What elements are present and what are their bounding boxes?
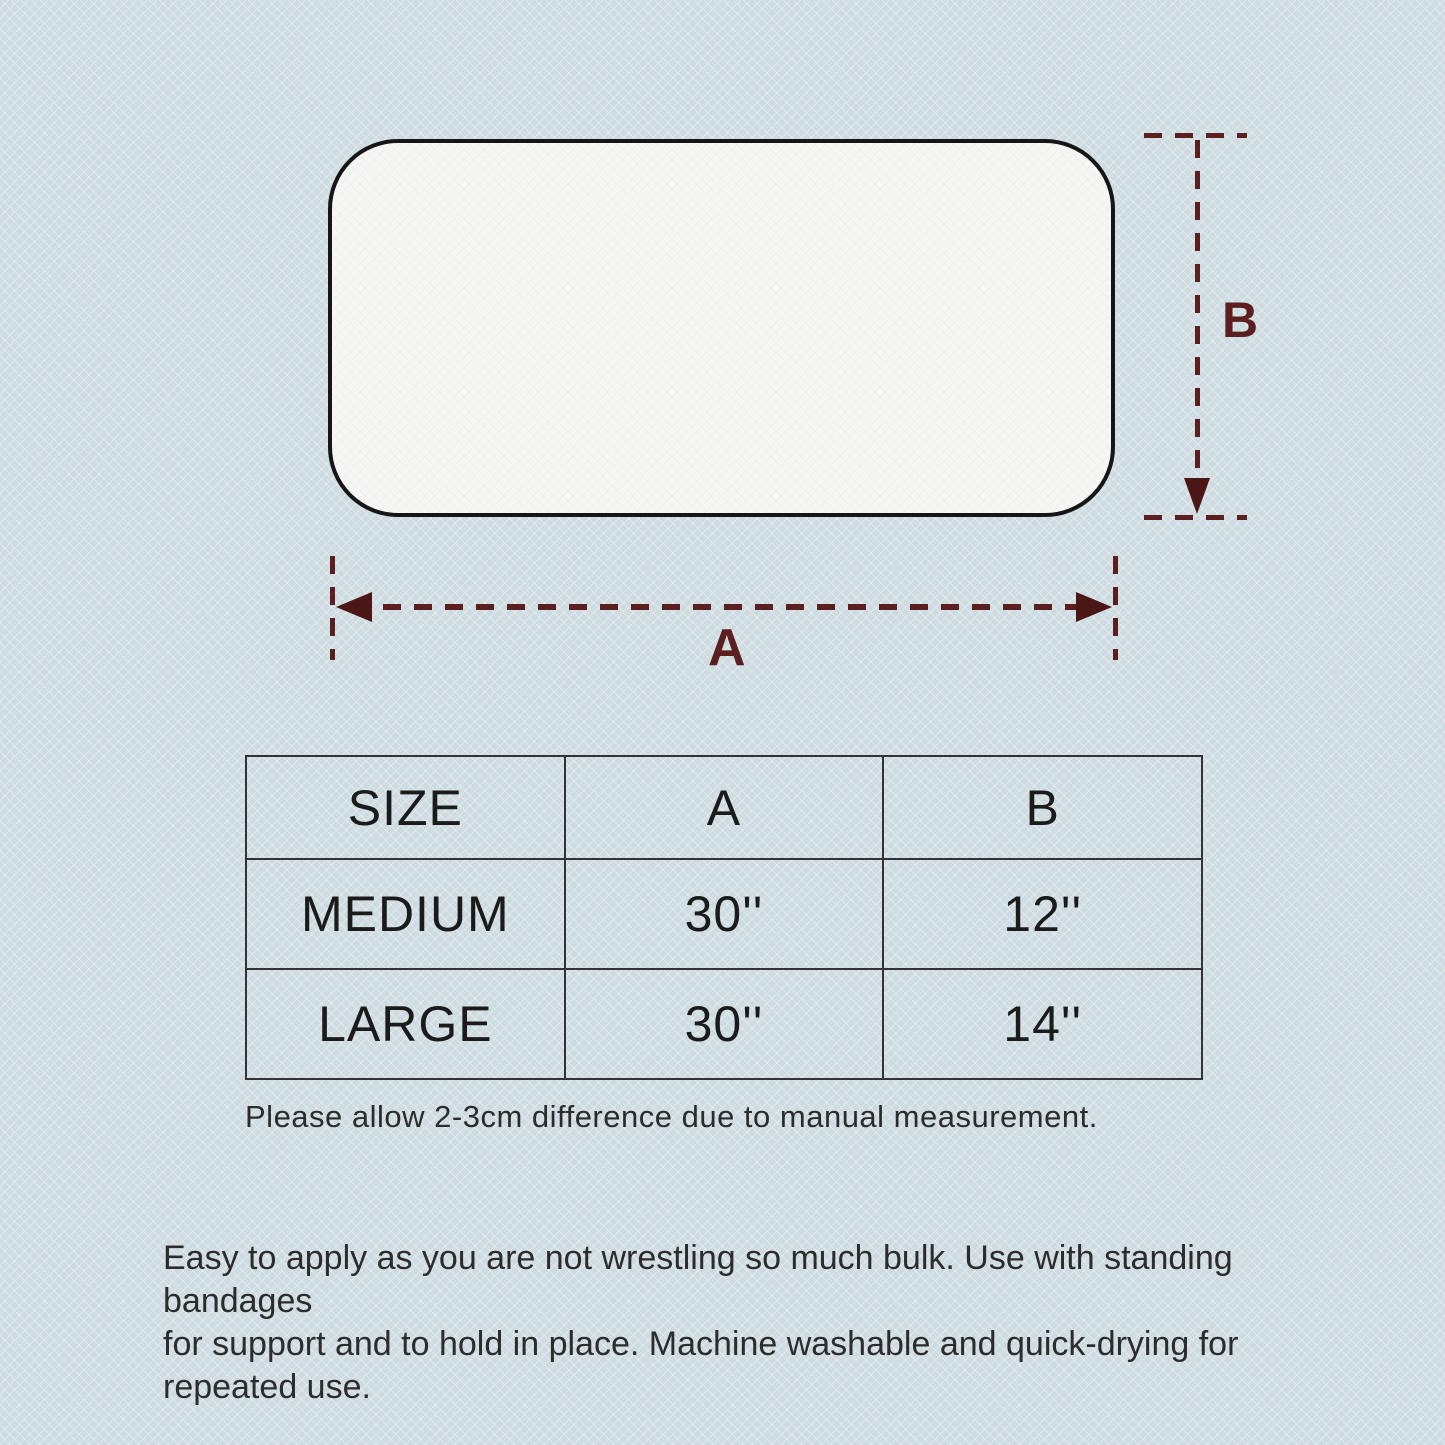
size-table-header-size: SIZE	[246, 756, 565, 859]
dim-a-arrow-right-icon	[1076, 592, 1112, 622]
a-cell-medium: 30''	[565, 859, 884, 969]
dim-b-label: B	[1222, 292, 1259, 348]
dim-b-top-tick	[1144, 133, 1247, 138]
dim-b-arrow-down-icon	[1184, 478, 1210, 514]
a-cell-large: 30''	[565, 969, 884, 1079]
dim-a-label: A	[708, 619, 746, 677]
description-line-2: for support and to hold in place. Machine washable and quick-drying for	[163, 1325, 1239, 1363]
dim-a-line	[352, 604, 1090, 610]
size-table-header-a: A	[565, 756, 884, 859]
description-line-3: repeated use.	[163, 1368, 371, 1406]
size-table	[245, 755, 1203, 1080]
dim-b-line	[1195, 140, 1200, 480]
dim-a-right-extension	[1113, 556, 1118, 660]
product-description	[163, 1237, 1353, 1409]
dim-b-bottom-tick	[1144, 515, 1247, 520]
size-table-row-large	[246, 969, 1202, 1079]
description-line-1: Easy to apply as you are not wrestling so much bulk. Use with standing bandages	[163, 1239, 1233, 1320]
size-table-header-b: B	[883, 756, 1202, 859]
size-cell-large: LARGE	[246, 969, 565, 1079]
size-table-row-medium	[246, 859, 1202, 969]
b-cell-large: 14''	[883, 969, 1202, 1079]
measurement-note: Please allow 2-3cm difference due to manual measurement.	[245, 1099, 1098, 1134]
product-pad-outline	[328, 139, 1115, 517]
dim-a-left-extension	[330, 556, 335, 660]
b-cell-medium: 12''	[883, 859, 1202, 969]
size-cell-medium: MEDIUM	[246, 859, 565, 969]
dim-a-arrow-left-icon	[336, 592, 372, 622]
size-table-header-row	[246, 756, 1202, 859]
